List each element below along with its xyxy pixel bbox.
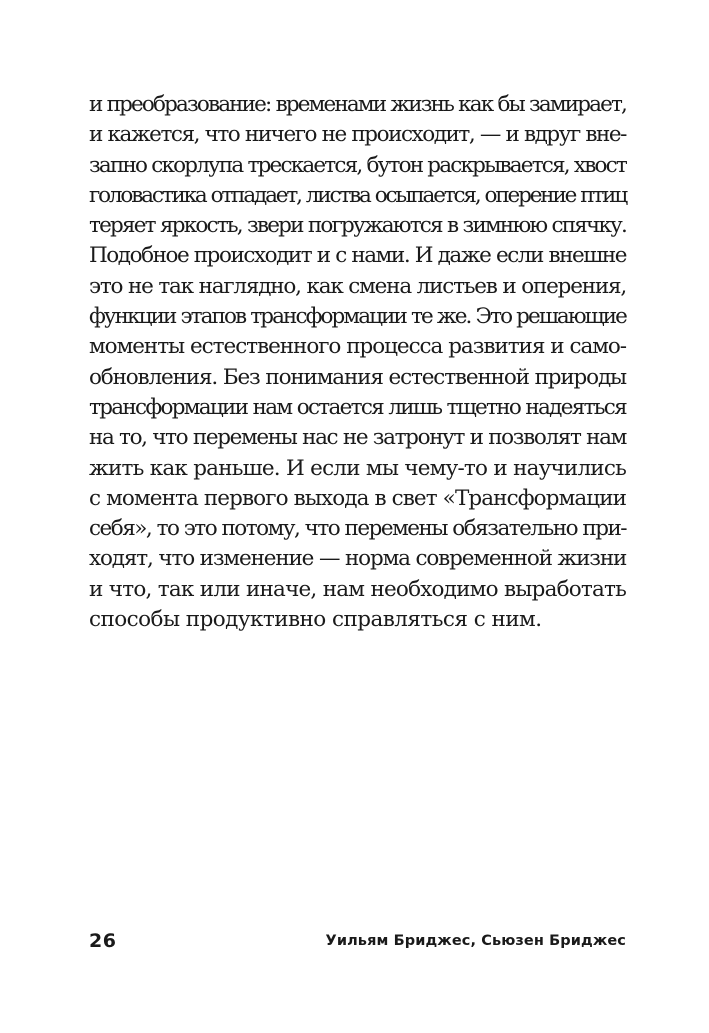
text-line: Подобное происходит и с нами. И даже если внешне: [89, 243, 626, 269]
text-line: и кажется, что ничего не происходит, — и вдруг вне-: [89, 122, 626, 148]
text-line: трансформации нам остается лишь тщетно надеяться: [89, 394, 626, 420]
text-line: и преобразование: временами жизнь как бы замирает,: [89, 92, 626, 117]
text-line: себя», то это потому, что перемены обязательно при-: [89, 516, 627, 542]
page-footer: [89, 926, 626, 956]
text-line: функции этапов трансформации те же. Это решающие: [89, 304, 626, 330]
text-line: теряет яркость, звери погружаются в зимнюю спячку.: [89, 213, 626, 239]
text-line: и что, так или иначе, нам необходимо выработать: [89, 576, 626, 602]
text-line: на то, что перемены нас не затронут и позволят нам: [89, 425, 626, 451]
text-line: ходят, что изменение — норма современной жизни: [89, 546, 627, 572]
text-line: обновления. Без понимания естественной природы: [89, 364, 626, 390]
text-line: с момента первого выхода в свет «Трансформации: [89, 485, 627, 511]
text-line: запно скорлупа трескается, бутон раскрывается, хвост: [89, 152, 626, 178]
text-line: головастика отпадает, листва осыпается, оперение птиц: [89, 182, 626, 208]
text-line-last: способы продуктивно справляться с ним.: [89, 607, 542, 633]
text-line: жить как раньше. И если мы чему-то и научились: [89, 455, 626, 481]
text-line: моменты естественного процесса развития и само-: [89, 334, 626, 360]
running-footer-authors: Уильям Бриджес, Сьюзен Бриджес: [325, 933, 626, 949]
text-line: это не так наглядно, как смена листьев и оперения,: [89, 273, 626, 299]
page-number: 26: [89, 930, 117, 952]
body-text: [89, 90, 626, 635]
